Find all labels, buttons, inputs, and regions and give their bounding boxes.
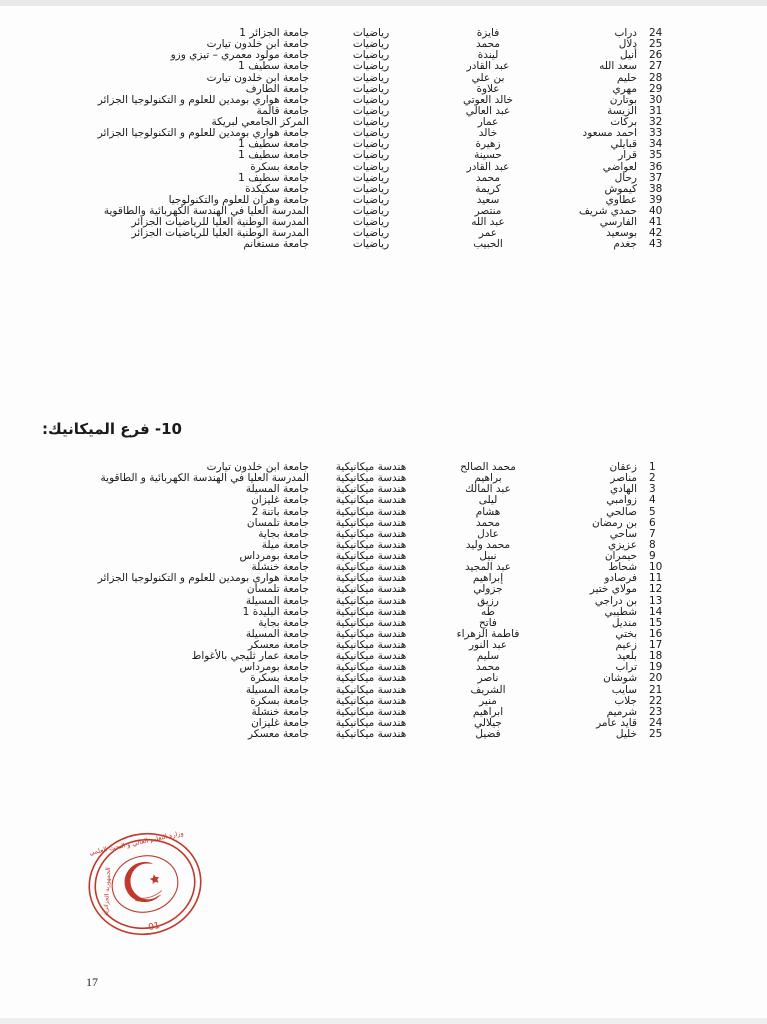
cell-univ: جامعة بجاية	[258, 616, 309, 629]
cell-num: 20	[649, 672, 663, 685]
cell-first: هشام	[475, 505, 501, 518]
cell-spec: هندسة ميكانيكية	[335, 672, 407, 685]
cell-num: 34	[649, 138, 663, 151]
cell-spec: رياضيات	[352, 60, 390, 73]
cell-univ: جامعة خنشلة	[251, 705, 309, 718]
cell-spec: هندسة ميكانيكية	[335, 639, 407, 651]
cell-first: جزولي	[473, 583, 503, 596]
cell-univ: جامعة هواري بومدين للعلوم و التكنولوجيا الجزائر	[97, 572, 309, 585]
cell-univ: المدرسة الوطنية العليا للرياضيات الجزائر	[131, 216, 309, 229]
cell-name: زعيم	[615, 639, 637, 651]
cell-univ: جامعة تلمسان	[246, 583, 309, 596]
cell-num: 27	[649, 60, 663, 73]
cell-univ: المركز الجامعي لبريكة	[211, 116, 309, 128]
table-row	[55, 584, 687, 595]
cell-first: محمد	[476, 661, 500, 674]
cell-first: عبد المالك	[465, 483, 511, 496]
cell-num: 32	[649, 116, 663, 128]
cell-first: فاطمة الزهراء	[456, 627, 520, 640]
cell-name: مناصر	[610, 472, 637, 485]
cell-first: محمد	[476, 516, 500, 529]
cell-name: دراب	[614, 27, 637, 39]
cell-num: 25	[649, 38, 663, 51]
cell-spec: هندسة ميكانيكية	[335, 705, 407, 718]
cell-first: محمد	[476, 171, 500, 184]
cell-univ: جامعة بجاية	[258, 527, 309, 540]
cell-univ: جامعة مستغانم	[243, 238, 309, 251]
cell-univ: جامعة سطيف 1	[238, 149, 309, 162]
cell-spec: رياضيات	[352, 138, 390, 151]
cell-spec: رياضيات	[352, 216, 390, 229]
cell-first: عبد المجيد	[465, 561, 511, 574]
cell-spec: رياضيات	[352, 71, 390, 84]
cell-univ: المدرسة الوطنية العليا للرياضيات الجزائر	[131, 227, 309, 240]
cell-spec: رياضيات	[352, 116, 390, 128]
cell-spec: هندسة ميكانيكية	[335, 494, 407, 507]
table-row	[55, 239, 687, 250]
cell-first: جيلالي	[474, 716, 502, 729]
cell-spec: هندسة ميكانيكية	[335, 550, 407, 562]
cell-first: فاتح	[479, 616, 497, 629]
cell-spec: هندسة ميكانيكية	[335, 527, 407, 540]
cell-num: 5	[649, 505, 656, 518]
cell-name: الزيسة	[607, 104, 637, 117]
cell-first: بن علي	[471, 71, 505, 84]
page-number: 17	[86, 975, 98, 989]
cell-name: احمد مسعود	[582, 127, 637, 140]
cell-first: علاوة	[476, 82, 500, 95]
cell-num: 25	[649, 728, 663, 740]
table-row	[55, 61, 687, 72]
scan-edge-top	[0, 0, 767, 6]
cell-name: بن رمضان	[592, 516, 637, 529]
cell-first: عبد النور	[468, 639, 508, 651]
cell-num: 36	[649, 160, 663, 173]
cell-num: 3	[649, 483, 656, 496]
cell-univ: جامعة بسكرة	[250, 694, 309, 707]
cell-first: ليندة	[477, 49, 499, 62]
cell-univ: جامعة ميلة	[261, 538, 309, 551]
cell-num: 10	[649, 561, 663, 574]
cell-name: الفارسي	[599, 216, 637, 229]
cell-univ: جامعة الجزائر 1	[239, 27, 309, 39]
cell-name: شطيبي	[604, 605, 637, 618]
cell-spec: هندسة ميكانيكية	[335, 516, 407, 529]
cell-num: 7	[649, 527, 656, 540]
cell-name: بختي	[615, 627, 637, 640]
cell-first: عبد القادر	[466, 160, 510, 173]
cell-num: 43	[649, 238, 663, 251]
cell-num: 40	[649, 205, 663, 217]
official-stamp	[78, 822, 212, 946]
cell-first: عادل	[477, 527, 499, 540]
cell-first: براهيم	[474, 472, 502, 485]
cell-name: صالحي	[606, 505, 637, 518]
cell-first: طه	[481, 605, 495, 618]
cell-first: محمد الصالح	[460, 461, 516, 473]
cell-name: سايب	[611, 683, 637, 696]
table-row	[55, 507, 687, 518]
cell-spec: رياضيات	[352, 227, 390, 240]
cell-name: حمدي شريف	[578, 205, 637, 217]
cell-first: عبد القادر	[466, 60, 510, 73]
cell-first: فايزة	[476, 27, 500, 39]
cell-name: رحال	[614, 171, 637, 184]
cell-name: عطاوي	[605, 193, 637, 206]
cell-univ: جامعة غليزان	[251, 494, 309, 507]
cell-name: الهادي	[609, 483, 637, 496]
cell-first: سعيد	[476, 193, 500, 206]
cell-first: فضيل	[475, 728, 501, 740]
cell-num: 41	[649, 216, 663, 229]
cell-name: منديل	[611, 616, 637, 629]
cell-first: عبد العالي	[465, 104, 511, 117]
table-row	[55, 729, 687, 740]
cell-univ: جامعة بسكرة	[250, 160, 309, 173]
cell-name: قايد عامر	[596, 716, 637, 729]
cell-first: خالد العوتي	[462, 93, 514, 106]
cell-num: 2	[649, 472, 656, 485]
cell-num: 26	[649, 49, 663, 62]
table-row	[55, 150, 687, 161]
cell-name: بوتارن	[609, 93, 637, 106]
cell-num: 22	[649, 694, 663, 707]
cell-first: ناصر	[477, 672, 499, 685]
cell-univ: جامعة تلمسان	[246, 516, 309, 529]
cell-univ: جامعة خنشلة	[251, 561, 309, 574]
cell-num: 23	[649, 705, 663, 718]
cell-name: بوسعيد	[606, 227, 637, 240]
cell-first: ابراهيم	[472, 705, 504, 718]
cell-spec: هندسة ميكانيكية	[335, 683, 407, 696]
cell-univ: جامعة سطيف 1	[238, 171, 309, 184]
cell-num: 15	[649, 616, 663, 629]
mathematics-table	[55, 28, 687, 251]
table-row	[55, 596, 687, 607]
cell-spec: هندسة ميكانيكية	[335, 561, 407, 574]
cell-univ: جامعة باتنة 2	[251, 505, 309, 518]
svg-text:01: 01	[147, 920, 161, 934]
cell-name: لعواضي	[602, 160, 637, 173]
cell-name: كيموش	[604, 182, 637, 195]
cell-univ: جامعة المسيلة	[245, 627, 309, 640]
cell-spec: هندسة ميكانيكية	[335, 483, 407, 496]
mathematics-table-body	[55, 28, 687, 251]
cell-univ: جامعة هواري بومدين للعلوم و التكنولوجيا الجزائر	[97, 127, 309, 140]
cell-num: 18	[649, 650, 663, 663]
cell-num: 30	[649, 93, 663, 106]
cell-spec: رياضيات	[352, 104, 390, 117]
cell-num: 1	[649, 461, 656, 473]
cell-num: 13	[649, 594, 663, 607]
cell-spec: رياضيات	[352, 27, 390, 39]
mechanics-table-body	[55, 462, 687, 740]
cell-univ: جامعة معسكر	[248, 639, 309, 651]
cell-spec: هندسة ميكانيكية	[335, 583, 407, 596]
cell-spec: هندسة ميكانيكية	[335, 461, 407, 473]
cell-univ: جامعة سطيف 1	[238, 60, 309, 73]
cell-num: 28	[649, 71, 663, 84]
cell-univ: جامعة سطيف 1	[238, 138, 309, 151]
cell-univ: جامعة عمار ثليجي بالأغواط	[191, 650, 309, 663]
cell-spec: رياضيات	[352, 127, 390, 140]
cell-num: 12	[649, 583, 663, 596]
cell-num: 6	[649, 516, 656, 529]
cell-univ: جامعة هواري بومدين للعلوم و التكنولوجيا الجزائر	[97, 93, 309, 106]
cell-first: سليم	[476, 650, 500, 663]
cell-first: زهيرة	[475, 138, 501, 151]
cell-spec: رياضيات	[352, 82, 390, 95]
cell-num: 24	[649, 716, 663, 729]
cell-spec: هندسة ميكانيكية	[335, 538, 407, 551]
cell-first: حسينة	[474, 149, 502, 162]
mechanics-table	[55, 462, 687, 740]
scan-edge-bottom	[0, 1018, 767, 1024]
cell-num: 31	[649, 104, 663, 117]
cell-name: جلاب	[614, 694, 637, 707]
cell-first: محمد	[476, 38, 500, 51]
cell-univ: المدرسة العليا في الهندسة الكهربائية و الطاقوية	[100, 472, 309, 485]
cell-spec: هندسة ميكانيكية	[335, 472, 407, 485]
cell-spec: هندسة ميكانيكية	[335, 650, 407, 663]
table-row	[55, 73, 687, 84]
cell-first: إبراهيم	[472, 572, 504, 585]
cell-num: 17	[649, 639, 663, 651]
cell-num: 24	[649, 27, 663, 39]
cell-name: بلعيد	[616, 650, 637, 663]
cell-univ: جامعة المسيلة	[245, 594, 309, 607]
cell-first: عمر	[478, 227, 498, 240]
svg-text:وزارة التعليم العالي و البحث ا: وزارة التعليم العالي و البحث العلمي	[88, 828, 185, 857]
cell-first: كريمة	[475, 182, 501, 195]
cell-univ: جامعة ابن خلدون تيارت	[206, 71, 309, 84]
cell-univ: جامعة المسيلة	[245, 483, 309, 496]
cell-spec: هندسة ميكانيكية	[335, 661, 407, 674]
cell-num: 11	[649, 572, 663, 585]
cell-name: زوامبي	[606, 494, 637, 507]
cell-spec: رياضيات	[352, 193, 390, 206]
cell-name: زعقان	[609, 461, 637, 473]
cell-num: 35	[649, 149, 663, 162]
cell-num: 14	[649, 605, 663, 618]
cell-univ: جامعة المسيلة	[245, 683, 309, 696]
cell-first: منتصر	[474, 205, 502, 217]
cell-name: تراب	[615, 661, 637, 674]
cell-spec: هندسة ميكانيكية	[335, 572, 407, 585]
cell-first: عمار	[477, 116, 499, 128]
cell-spec: رياضيات	[352, 93, 390, 106]
cell-spec: رياضيات	[352, 149, 390, 162]
cell-spec: هندسة ميكانيكية	[335, 605, 407, 618]
cell-first: عبد الله	[471, 216, 505, 229]
cell-first: خالد	[478, 127, 498, 140]
cell-name: بن دراجي	[594, 594, 637, 607]
cell-univ: جامعة ابن خلدون تيارت	[206, 38, 309, 51]
cell-spec: رياضيات	[352, 38, 390, 51]
table-row	[55, 495, 687, 506]
cell-num: 8	[649, 538, 656, 551]
cell-univ: جامعة بسكرة	[250, 672, 309, 685]
cell-spec: هندسة ميكانيكية	[335, 616, 407, 629]
cell-first: محمد وليد	[465, 538, 511, 551]
cell-name: حليم	[616, 71, 637, 84]
cell-name: بركات	[610, 116, 637, 128]
cell-name: عزيزي	[608, 538, 637, 551]
cell-univ: جامعة مولود معمري – تيزي وزو	[170, 49, 309, 62]
cell-first: رزيق	[477, 594, 499, 607]
cell-num: 16	[649, 627, 663, 640]
cell-num: 37	[649, 171, 663, 184]
cell-first: الحبيب	[473, 238, 503, 251]
cell-spec: رياضيات	[352, 171, 390, 184]
cell-univ: جامعة بومرداس	[239, 661, 309, 674]
cell-num: 9	[649, 550, 656, 562]
cell-num: 33	[649, 127, 663, 140]
section-heading-mechanics: 10- فرع الميكانيك:	[42, 420, 182, 438]
cell-name: دلال	[618, 38, 637, 51]
cell-name: مهري	[612, 82, 637, 95]
cell-spec: هندسة ميكانيكية	[335, 594, 407, 607]
cell-name: شحاط	[608, 561, 637, 574]
svg-text:الجمهورية الجزائرية: الجمهورية الجزائرية	[102, 867, 113, 917]
cell-name: شرميم	[606, 705, 637, 718]
cell-spec: هندسة ميكانيكية	[335, 505, 407, 518]
cell-num: 19	[649, 661, 663, 674]
table-row	[55, 162, 687, 173]
cell-name: حيمران	[604, 550, 637, 562]
cell-name: مولاي ختير	[589, 583, 637, 596]
table-row	[55, 673, 687, 684]
cell-name: أنيل	[620, 49, 637, 62]
cell-univ: جامعة ابن خلدون تيارت	[206, 461, 309, 473]
cell-name: قرار	[618, 149, 637, 162]
cell-spec: هندسة ميكانيكية	[335, 627, 407, 640]
cell-num: 39	[649, 193, 663, 206]
cell-name: شوشان	[603, 672, 637, 685]
cell-name: ساحي	[609, 527, 637, 540]
cell-univ: جامعة وهران للعلوم والتكنولوجيا	[168, 193, 309, 206]
cell-name: خليل	[615, 728, 637, 740]
cell-univ: جامعة غليزان	[251, 716, 309, 729]
cell-first: ليلى	[478, 494, 498, 507]
cell-univ: جامعة البليدة 1	[242, 605, 309, 618]
cell-spec: رياضيات	[352, 182, 390, 195]
cell-name: فرصادو	[604, 572, 637, 585]
cell-num: 4	[649, 494, 656, 507]
cell-num: 29	[649, 82, 663, 95]
cell-univ: جامعة الطارف	[245, 82, 309, 95]
cell-spec: رياضيات	[352, 238, 390, 251]
cell-spec: رياضيات	[352, 49, 390, 62]
cell-name: جغدم	[613, 238, 637, 251]
cell-spec: رياضيات	[352, 205, 390, 217]
cell-num: 38	[649, 182, 663, 195]
cell-spec: هندسة ميكانيكية	[335, 728, 407, 740]
cell-num: 42	[649, 227, 663, 240]
cell-num: 21	[649, 683, 663, 696]
cell-first: الشريف	[470, 683, 506, 696]
cell-univ: المدرسة العليا في الهندسة الكهربائية والطاقوية	[103, 205, 309, 217]
cell-spec: رياضيات	[352, 160, 390, 173]
cell-name: سعد الله	[599, 60, 637, 73]
cell-spec: هندسة ميكانيكية	[335, 694, 407, 707]
cell-name: قبايلي	[610, 138, 637, 151]
cell-univ: جامعة معسكر	[248, 728, 309, 740]
cell-univ: جامعة قالمة	[256, 104, 309, 117]
cell-spec: هندسة ميكانيكية	[335, 716, 407, 729]
cell-first: نبيل	[479, 550, 497, 562]
table-row	[55, 685, 687, 696]
cell-univ: جامعة سكيكدة	[245, 182, 309, 195]
cell-univ: جامعة بومرداس	[239, 550, 309, 562]
cell-first: منير	[479, 694, 497, 707]
